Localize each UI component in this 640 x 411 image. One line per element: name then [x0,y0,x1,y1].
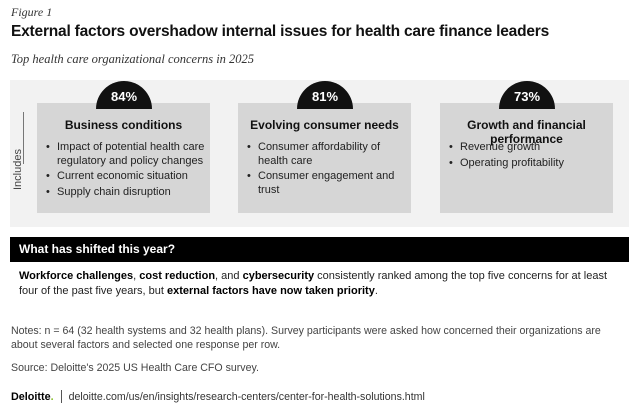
concern-items-list [238,141,411,199]
concern-item: • Impact of potential health care regulatory and policy changes [57,141,210,168]
concern-card-business-conditions [37,103,210,213]
shift-title: What has shifted this year? [19,242,176,256]
percent-badge-growth-financial-performance: 73% [499,81,555,109]
footer-divider [61,390,62,403]
concern-card-title: Growth and financial performance [467,118,586,146]
percent-badge-business-conditions: 84% [96,81,152,109]
chart-title: External factors overshadow internal issues for health care finance leaders [11,23,550,40]
shift-text-segment: . [374,285,378,297]
shift-description [19,269,624,299]
includes-label: Includes [12,149,24,190]
deloitte-logo: Deloitte. [11,390,54,403]
footer-url-link[interactable]: deloitte.com/us/en/insights/research-centers/center-for-health-solutions.html [68,390,425,403]
shift-text-segment: consistently ranked among the top five concerns for at least four of the past five years, but [19,270,608,297]
concern-items-list [440,141,564,172]
concern-item: • Operating profitability [460,157,564,171]
concern-item: • Revenue growth [460,141,564,155]
concern-card-title: Business conditions [64,118,183,132]
notes-text: Notes: n = 64 (32 health systems and 32 health plans). Survey participants were asked how concerned their organizations are about several factors and selected one response per row. [11,325,601,351]
concern-item: • Supply chain disruption [57,186,210,200]
shift-highlight: cost reduction [139,270,216,282]
source-text: Source: Deloitte's 2025 US Health Care CFO survey. [11,362,259,374]
concern-items-list [37,141,210,201]
concern-card-title: Evolving consumer needs [250,118,399,132]
shift-header-bar [10,237,629,262]
concern-card-growth-financial-performance [440,103,613,213]
shift-text-segment: , [133,270,140,282]
concern-item: • Consumer affordability of health care [258,141,411,168]
chart-subtitle: Top health care organizational concerns in 2025 [11,52,255,66]
shift-highlight: Workforce challenges [19,270,134,282]
concern-card-evolving-consumer-needs [238,103,411,213]
percent-badge-evolving-consumer-needs: 81% [297,81,353,109]
figure-label: Figure 1 [11,5,53,19]
shift-highlight: cybersecurity [242,270,315,282]
shift-text-segment: , and [215,270,243,282]
concern-item: • Consumer engagement and trust [258,170,411,197]
concern-item: • Current economic situation [57,170,210,184]
shift-highlight: external factors have now taken priority [166,285,375,297]
footer [11,390,425,403]
